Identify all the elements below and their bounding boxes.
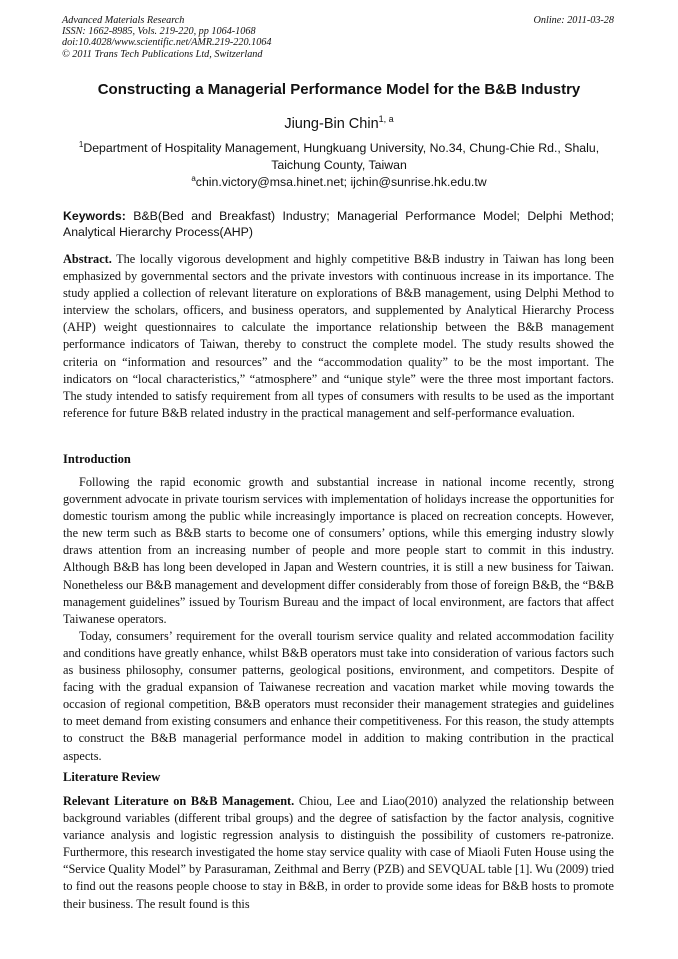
author-name: Jiung-Bin Chin	[284, 116, 379, 132]
author-line	[40, 114, 638, 132]
literature-body	[63, 793, 614, 913]
affiliation	[70, 137, 608, 173]
author-superscript: 1, a	[378, 114, 394, 124]
keywords-text: B&B(Bed and Breakfast) Industry; Managerial Performance Model; Delphi Method; Analytical Hierarchy Process(AHP)	[63, 209, 614, 239]
affiliation-text: Department of Hospitality Management, Hungkuang University, No.34, Chung-Chie Rd., Shalu, Taichung County, Taiwan	[83, 141, 600, 172]
abstract-text: The locally vigorous development and highly competitive B&B industry in Taiwan has long been emphasized by governmental sectors and the private investors with continuous increase in its importance. The study applied a collection of relevant literature on explorations of B&B management, using Delphi Method to interview the scholars, officers, and business operators, and supplemented by Analytical Hierarchy Process (AHP) weight questionnaires to calculate the importance relationship between the B&B management performance indicators of Taiwan, thereby to construct the complete model. The study results showed the criteria on “information and resources” and the “accommodation quality” to be the most important. The indicators on “local characteristics,” “atmosphere” and “unique style” were the three most important factors. The study intended to satisfy requirement from all types of consumers with results to be used as the important reference for future B&B related industry in the practical management and self-performance evaluation.	[63, 252, 614, 420]
introduction-body	[63, 474, 614, 765]
literature-text: Chiou, Lee and Liao(2010) analyzed the relationship between background variables (different tribal groups) and the degree of satisfaction by the factor analysis, cognitive variance analysis and logistic regression analysis to distinguish the possibility of customers re-patronize. Furthermore, this research investigated the home stay service quality with case of Miaoli Futen House using the “Service Quality Model” by Parasuraman, Zeithmal and Berry (PZB) and SEVQUAL table [1]. Wu (2009) tried to find out the reasons people choose to stay in B&B, in order to provide some ideas for B&B hosts to promote their business. The result found is this	[63, 794, 615, 911]
literature-subheading: Relevant Literature on B&B Management.	[63, 794, 295, 808]
abstract	[63, 251, 614, 422]
journal-copyright: © 2011 Trans Tech Publications Ltd, Switzerland	[62, 48, 263, 60]
introduction-heading: Introduction	[63, 452, 131, 466]
journal-issn: ISSN: 1662-8985, Vols. 219-220, pp 1064-1068	[62, 26, 256, 38]
journal-name: Advanced Materials Research	[62, 15, 185, 26]
online-date: Online: 2011-03-28	[533, 15, 614, 26]
introduction-paragraph-1: Following the rapid economic growth and substantial increase in national income recently, strong government advocate in private tourism services with implementation of holidays increase the opportunities for domestic tourism among the public while increasingly importance is placed on recreation concepts. However, the new term such as B&B starts to become one of consumers’ options, while this emerging industry slowly draws attention from an increasing number of people and more people start to commit in this industry. Although B&B has long been developed in Japan and Western countries, it is still a new business for Taiwan. Nonetheless our B&B management and development differ considerably from those of foreign B&B, the “B&B management guidelines” issued by Tourism Bureau and the impact of local environment, are factors that affect Taiwanese operators.	[63, 475, 614, 626]
abstract-label: Abstract.	[63, 252, 112, 266]
affiliation-superscript: 1	[78, 140, 84, 149]
keywords	[63, 209, 614, 240]
keywords-label: Keywords:	[63, 209, 126, 223]
journal-header	[62, 15, 614, 60]
literature-heading: Literature Review	[63, 770, 161, 784]
paper-title: Constructing a Managerial Performance Model for the B&B Industry	[97, 81, 581, 98]
journal-doi: doi:10.4028/www.scientific.net/AMR.219-220.1064	[62, 37, 272, 49]
email-text: chin.victory@msa.hinet.net; ijchin@sunrise.hk.edu.tw	[195, 175, 487, 189]
email-line	[40, 174, 638, 189]
email-superscript: a	[191, 174, 196, 183]
introduction-paragraph-2: Today, consumers’ requirement for the overall tourism service quality and related accommodation facility and conditions have greatly enhance, whilst B&B operators must take into consideration of various factors such as business philosophy, consumer patterns, geological positions, environment, and competitors. Despite of facing with the gradual expansion of Taiwanese recreation and vacation market while moving towards the occasion of regional competition, B&B operators must reconsider their management strategies and guidelines to meet demand from existing consumers and enhance their competitiveness. For this reason, the study attempts to construct the B&B managerial performance model in addition to making contribution in the practical aspects.	[63, 628, 614, 763]
